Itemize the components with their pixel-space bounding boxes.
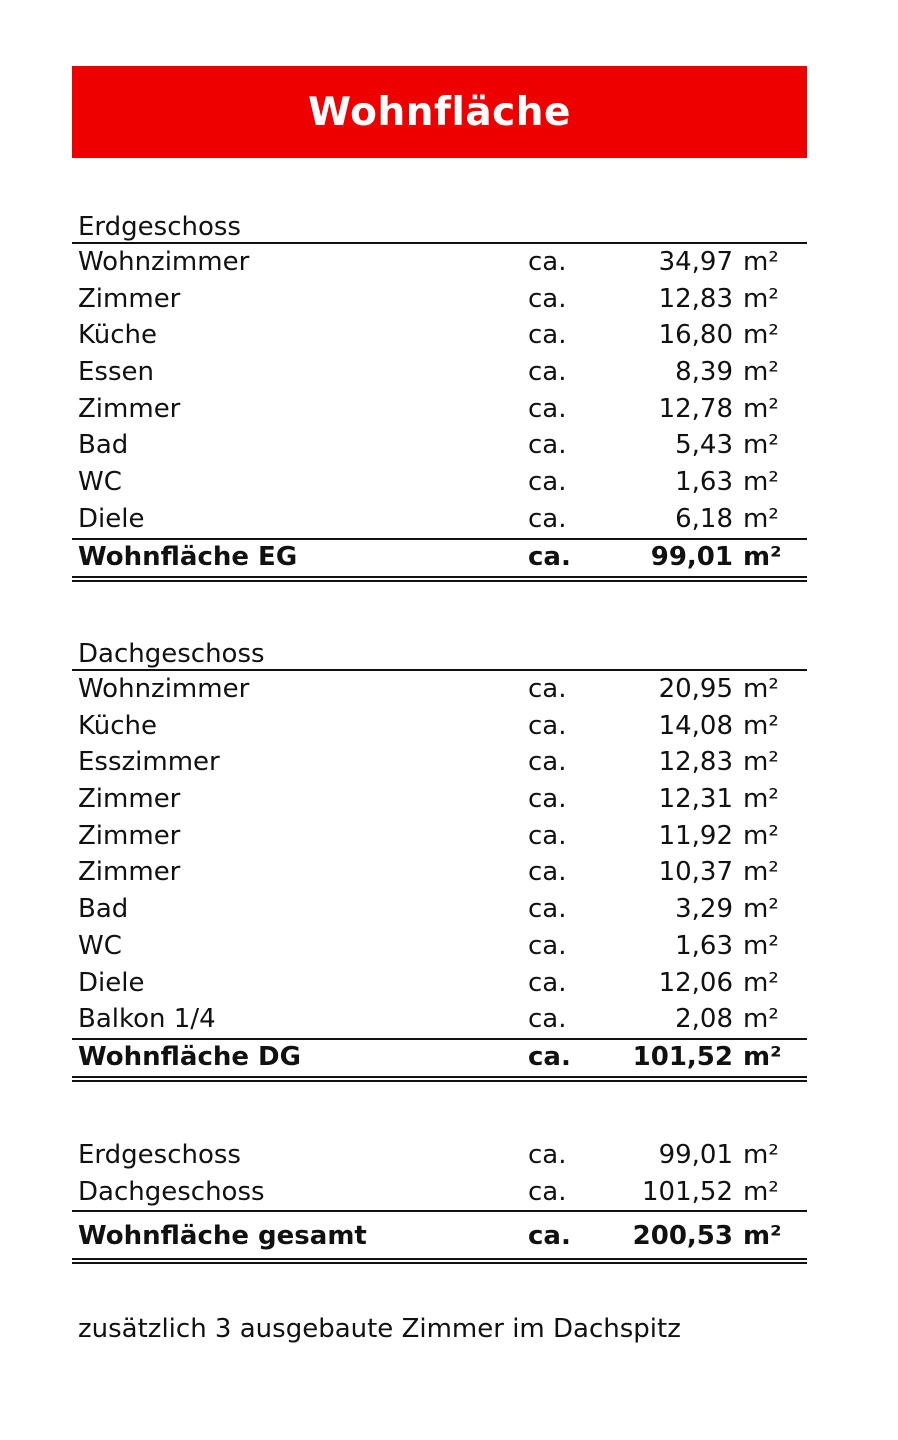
unit-label: m² [743, 747, 779, 778]
table-row [72, 928, 807, 965]
area-value: 5,43 [675, 430, 733, 461]
room-label: Essen [78, 357, 154, 388]
ca-label: ca. [528, 1004, 567, 1035]
total-row-dg [72, 1038, 807, 1074]
section-heading-dg: Dachgeschoss [72, 639, 807, 671]
ca-label: ca. [528, 710, 567, 741]
room-label: Küche [78, 710, 158, 741]
title-banner [72, 66, 807, 158]
area-value: 12,83 [658, 283, 733, 314]
total-label: Wohnfläche EG [78, 541, 298, 572]
total-row-eg [72, 538, 807, 574]
table-row [72, 354, 807, 391]
table-row [72, 965, 807, 1002]
unit-label: m² [743, 247, 779, 277]
total-label: Wohnfläche gesamt [78, 1221, 367, 1252]
area-value: 11,92 [658, 820, 733, 851]
ca-label: ca. [528, 857, 567, 888]
unit-label: m² [743, 1176, 779, 1207]
room-label: Esszimmer [78, 747, 220, 778]
room-label: Diele [78, 503, 145, 534]
unit-label: m² [743, 784, 779, 815]
ca-label: ca. [528, 1176, 567, 1207]
ca-label: ca. [528, 541, 571, 572]
total-label: Wohnfläche DG [78, 1041, 301, 1072]
table-row [72, 501, 807, 538]
unit-label: m² [743, 1140, 779, 1170]
ca-label: ca. [528, 894, 567, 925]
unit-label: m² [743, 320, 779, 351]
room-label: Zimmer [78, 784, 181, 815]
total-value: 200,53 [632, 1221, 733, 1252]
unit-label: m² [743, 1041, 782, 1072]
table-row [72, 891, 807, 928]
table-row [72, 317, 807, 354]
unit-label: m² [743, 930, 779, 961]
unit-label: m² [743, 674, 779, 704]
area-value: 20,95 [658, 674, 733, 704]
area-value: 1,63 [675, 467, 733, 498]
area-value: 12,83 [658, 747, 733, 778]
unit-label: m² [743, 894, 779, 925]
footnote: zusätzlich 3 ausgebaute Zimmer im Dachspitz [78, 1314, 681, 1344]
ca-label: ca. [528, 503, 567, 534]
ca-label: ca. [528, 357, 567, 388]
eg-rows [72, 244, 807, 538]
unit-label: m² [743, 820, 779, 851]
room-label: WC [78, 467, 122, 498]
section-heading-eg: Erdgeschoss [72, 212, 807, 244]
area-value: 3,29 [675, 894, 733, 925]
room-label: Bad [78, 430, 129, 461]
room-label: Diele [78, 967, 145, 998]
section-summary [72, 1137, 807, 1264]
area-value: 12,06 [658, 967, 733, 998]
room-label: Dachgeschoss [78, 1176, 265, 1207]
unit-label: m² [743, 1004, 779, 1035]
ca-label: ca. [528, 820, 567, 851]
area-value: 34,97 [658, 247, 733, 277]
table-row [72, 744, 807, 781]
table-row [72, 671, 807, 708]
room-label: Küche [78, 320, 158, 351]
ca-label: ca. [528, 784, 567, 815]
table-row [72, 244, 807, 281]
unit-label: m² [743, 541, 782, 572]
area-value: 14,08 [658, 710, 733, 741]
unit-label: m² [743, 857, 779, 888]
ca-label: ca. [528, 247, 567, 277]
unit-label: m² [743, 1221, 782, 1252]
room-label: Zimmer [78, 857, 181, 888]
ca-label: ca. [528, 467, 567, 498]
section-erdgeschoss [72, 212, 807, 582]
unit-label: m² [743, 467, 779, 498]
room-label: Bad [78, 894, 129, 925]
table-row [72, 854, 807, 891]
total-value: 101,52 [632, 1041, 733, 1072]
double-rule [72, 1076, 807, 1082]
unit-label: m² [743, 710, 779, 741]
room-label: Balkon 1/4 [78, 1004, 216, 1035]
table-row [72, 1137, 807, 1174]
table-row [72, 818, 807, 855]
room-label: Zimmer [78, 393, 181, 424]
ca-label: ca. [528, 674, 567, 704]
summary-rows [72, 1137, 807, 1210]
area-value: 8,39 [675, 357, 733, 388]
ca-label: ca. [528, 283, 567, 314]
double-rule [72, 576, 807, 582]
area-value: 1,63 [675, 930, 733, 961]
table-row [72, 427, 807, 464]
room-label: Wohnzimmer [78, 674, 250, 704]
ca-label: ca. [528, 967, 567, 998]
ca-label: ca. [528, 747, 567, 778]
room-label: Erdgeschoss [78, 1140, 241, 1170]
total-value: 99,01 [650, 541, 733, 572]
ca-label: ca. [528, 430, 567, 461]
room-label: Wohnzimmer [78, 247, 250, 277]
ca-label: ca. [528, 1140, 567, 1170]
page-title: Wohnfläche [308, 89, 571, 135]
ca-label: ca. [528, 1041, 571, 1072]
total-row-gesamt [72, 1210, 807, 1256]
table-row [72, 1001, 807, 1038]
unit-label: m² [743, 283, 779, 314]
table-row [72, 281, 807, 318]
ca-label: ca. [528, 320, 567, 351]
unit-label: m² [743, 393, 779, 424]
table-row [72, 464, 807, 501]
table-row [72, 1174, 807, 1211]
section-dachgeschoss [72, 639, 807, 1082]
unit-label: m² [743, 430, 779, 461]
area-value: 12,78 [658, 393, 733, 424]
room-label: Zimmer [78, 820, 181, 851]
table-row [72, 708, 807, 745]
ca-label: ca. [528, 1221, 571, 1252]
table-row [72, 391, 807, 428]
unit-label: m² [743, 357, 779, 388]
room-label: WC [78, 930, 122, 961]
unit-label: m² [743, 503, 779, 534]
table-row [72, 781, 807, 818]
ca-label: ca. [528, 393, 567, 424]
area-value: 16,80 [658, 320, 733, 351]
unit-label: m² [743, 967, 779, 998]
area-value: 101,52 [642, 1176, 733, 1207]
area-value: 99,01 [658, 1140, 733, 1170]
area-value: 2,08 [675, 1004, 733, 1035]
ca-label: ca. [528, 930, 567, 961]
room-label: Zimmer [78, 283, 181, 314]
area-value: 6,18 [675, 503, 733, 534]
area-value: 10,37 [658, 857, 733, 888]
dg-rows [72, 671, 807, 1038]
area-value: 12,31 [658, 784, 733, 815]
